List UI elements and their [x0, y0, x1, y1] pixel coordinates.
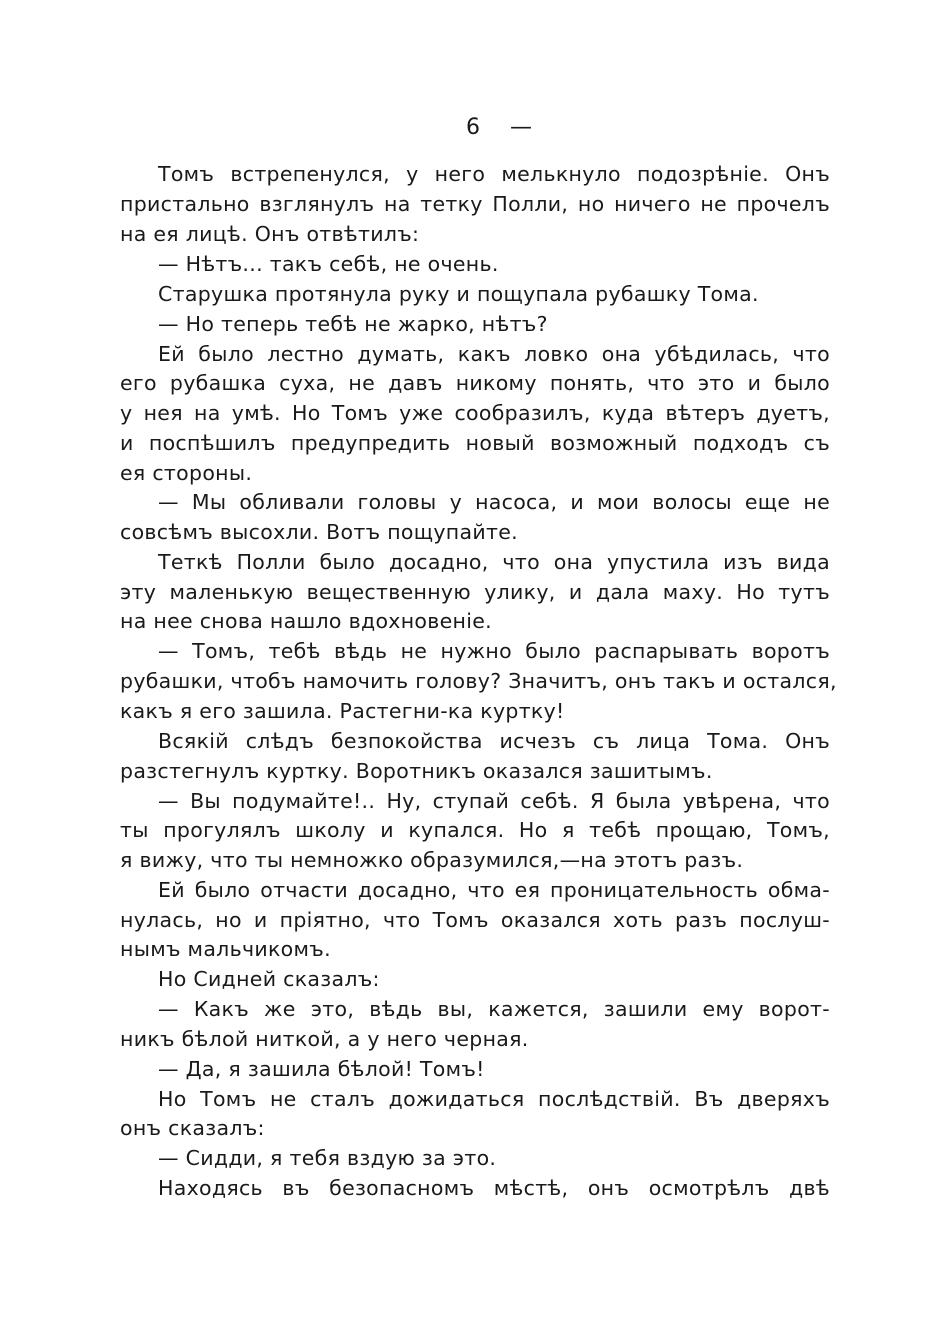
text-line: у нея на умѣ. Но Томъ уже сообразилъ, куда вѣтеръ дуетъ, — [120, 401, 830, 425]
text-line: нымъ мальчикомъ. — [120, 937, 331, 961]
text-line: Ей было отчасти досадно, что ея проницательность обма- — [158, 878, 830, 902]
text-line: эту маленькую вещественную улику, и дала маху. Но тутъ — [120, 580, 830, 604]
text-line: Теткѣ Полли было досадно, что она упустила изъ вида — [158, 550, 830, 574]
text-line: никъ бѣлой ниткой, а у него черная. — [120, 1027, 529, 1051]
page-header — [0, 112, 936, 144]
text-line: — Томъ, тебѣ вѣдь не нужно было распарывать воротъ — [158, 639, 830, 663]
header-dash: — — [510, 115, 532, 140]
text-line: — Но теперь тебѣ не жарко, нѣтъ? — [158, 312, 548, 336]
text-line: Находясь въ безопасномъ мѣстѣ, онъ осмотрѣлъ двѣ — [158, 1176, 830, 1200]
text-line: — Мы обливали головы у насоса, и мои волосы еще не — [158, 490, 830, 514]
text-line: нулась, но и пріятно, что Томъ оказался хоть разъ послуш- — [120, 908, 830, 932]
text-line: Томъ встрепенулся, у него мелькнуло подозрѣніе. Онъ — [158, 162, 830, 186]
text-line: ты прогулялъ школу и купался. Но я тебѣ прощаю, Томъ, — [120, 818, 830, 842]
text-line: Всякій слѣдъ безпокойства исчезъ съ лица Тома. Онъ — [158, 729, 830, 753]
text-line: на ея лицѣ. Онъ отвѣтилъ: — [120, 222, 420, 246]
text-line: — Какъ же это, вѣдь вы, кажется, зашили ему ворот- — [158, 997, 830, 1021]
text-line: — Вы подумайте!.. Ну, ступай себѣ. Я была увѣрена, что — [158, 789, 830, 813]
text-line: и поспѣшилъ предупредить новый возможный подходъ съ — [120, 431, 830, 455]
text-line: пристально взглянулъ на тетку Полли, но ничего не прочелъ — [120, 192, 830, 216]
text-line: Старушка протянула руку и пощупала рубашку Тома. — [158, 282, 759, 306]
text-line: Ей было лестно думать, какъ ловко она убѣдилась, что — [158, 342, 830, 366]
text-line: рубашки, чтобъ намочить голову? Значитъ, онъ такъ и остался, — [120, 669, 837, 693]
text-line: его рубашка суха, не давъ никому понять, что это и было — [120, 371, 830, 395]
page-number: 6 — [466, 115, 480, 140]
text-line: я вижу, что ты немножко образумился,—на этотъ разъ. — [120, 848, 744, 872]
text-line: совсѣмъ высохли. Вотъ пощупайте. — [120, 520, 518, 544]
text-line: Но Томъ не сталъ дожидаться послѣдствій. Въ дверяхъ — [158, 1087, 830, 1111]
text-line: — Сидди, я тебя вздую за это. — [158, 1146, 497, 1170]
text-line: Но Сидней сказалъ: — [158, 967, 380, 991]
text-line: разстегнулъ куртку. Воротникъ оказался зашитымъ. — [120, 759, 713, 783]
text-line: на нее снова нашло вдохновеніе. — [120, 609, 492, 633]
text-line: ея стороны. — [120, 461, 253, 485]
text-line: — Нѣтъ... такъ себѣ, не очень. — [158, 252, 499, 276]
text-line: — Да, я зашила бѣлой! Томъ! — [158, 1057, 485, 1081]
text-line: онъ сказалъ: — [120, 1116, 265, 1140]
text-line: какъ я его зашила. Растегни-ка куртку! — [120, 699, 565, 723]
